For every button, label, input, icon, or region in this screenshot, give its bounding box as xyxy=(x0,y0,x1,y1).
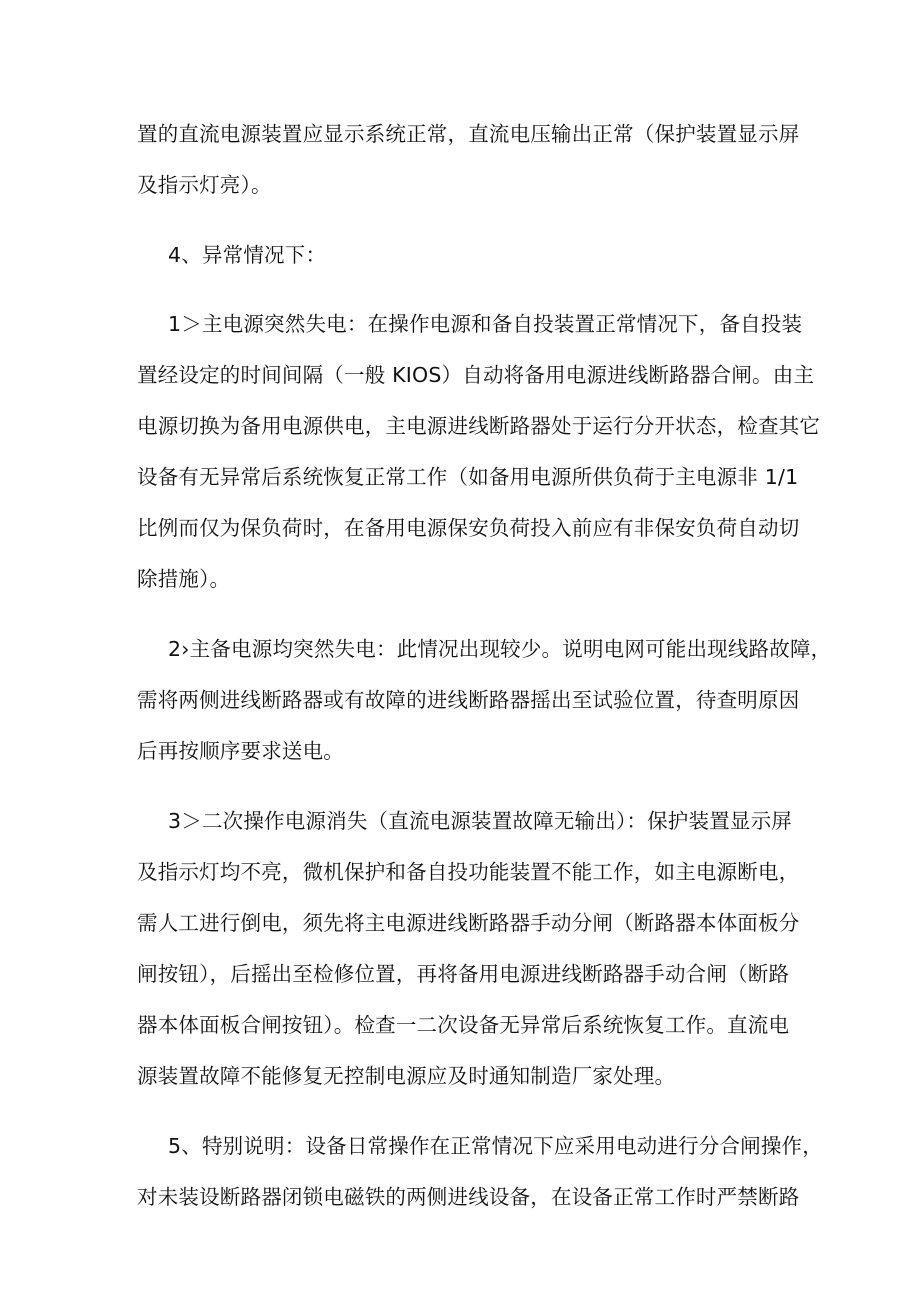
text-line: 比例而仅为保负荷时，在备用电源保安负荷投入前应有非保安负荷自动切 xyxy=(137,516,800,540)
section-heading: 5、特别说明：设备日常操作在正常情况下应采用电动进行分合闸操作， xyxy=(168,1134,823,1158)
text-line: 2›主备电源均突然失电：此情况出现较少。说明电网可能出现线路故障， xyxy=(168,637,832,661)
text-line: 电源切换为备用电源供电，主电源进线断路器处于运行分开状态，检查其它 xyxy=(137,414,821,438)
text-line: 闸按钮），后摇出至检修位置，再将备用电源进线断路器手动合闸（断路 xyxy=(137,962,790,986)
text-line: 需将两侧进线断路器或有故障的进线断路器摇出至试验位置，待查明原因 xyxy=(137,688,800,712)
text-line: 设备有无异常后系统恢复正常工作（如备用电源所供负荷于主电源非 1/1 xyxy=(137,465,799,489)
text-line: 源装置故障不能修复无控制电源应及时通知制造厂家处理。 xyxy=(137,1064,676,1088)
text-line: 器本体面板合闸按钮）。检查一二次设备无异常后系统恢复工作。直流电 xyxy=(137,1013,790,1037)
text-line: 除措施）。 xyxy=(137,567,231,591)
text-line: 置经设定的时间间隔（一般 KIOS）自动将备用电源进线断路器合闸。由主 xyxy=(137,363,815,387)
text-line: 及指示灯亮）。 xyxy=(137,173,272,197)
text-line: 1＞主电源突然失电：在操作电源和备自投装置正常情况下，备自投装 xyxy=(168,312,803,336)
text-line: 对未装设断路器闭锁电磁铁的两侧进线设备，在设备正常工作时严禁断路 xyxy=(137,1185,800,1209)
text-line: 置的直流电源装置应显示系统正常，直流电压输出正常（保护装置显示屏 xyxy=(137,122,800,146)
text-line: 需人工进行倒电，须先将主电源进线断路器手动分闸（断路器本体面板分 xyxy=(137,911,800,935)
section-heading: 4、异常情况下： xyxy=(168,243,327,267)
text-line: 3＞二次操作电源消失（直流电源装置故障无输出）：保护装置显示屏 xyxy=(168,809,792,833)
text-line: 后再按顺序要求送电。 xyxy=(137,739,344,763)
text-line: 及指示灯均不亮，微机保护和备自投功能装置不能工作，如主电源断电， xyxy=(137,860,800,884)
